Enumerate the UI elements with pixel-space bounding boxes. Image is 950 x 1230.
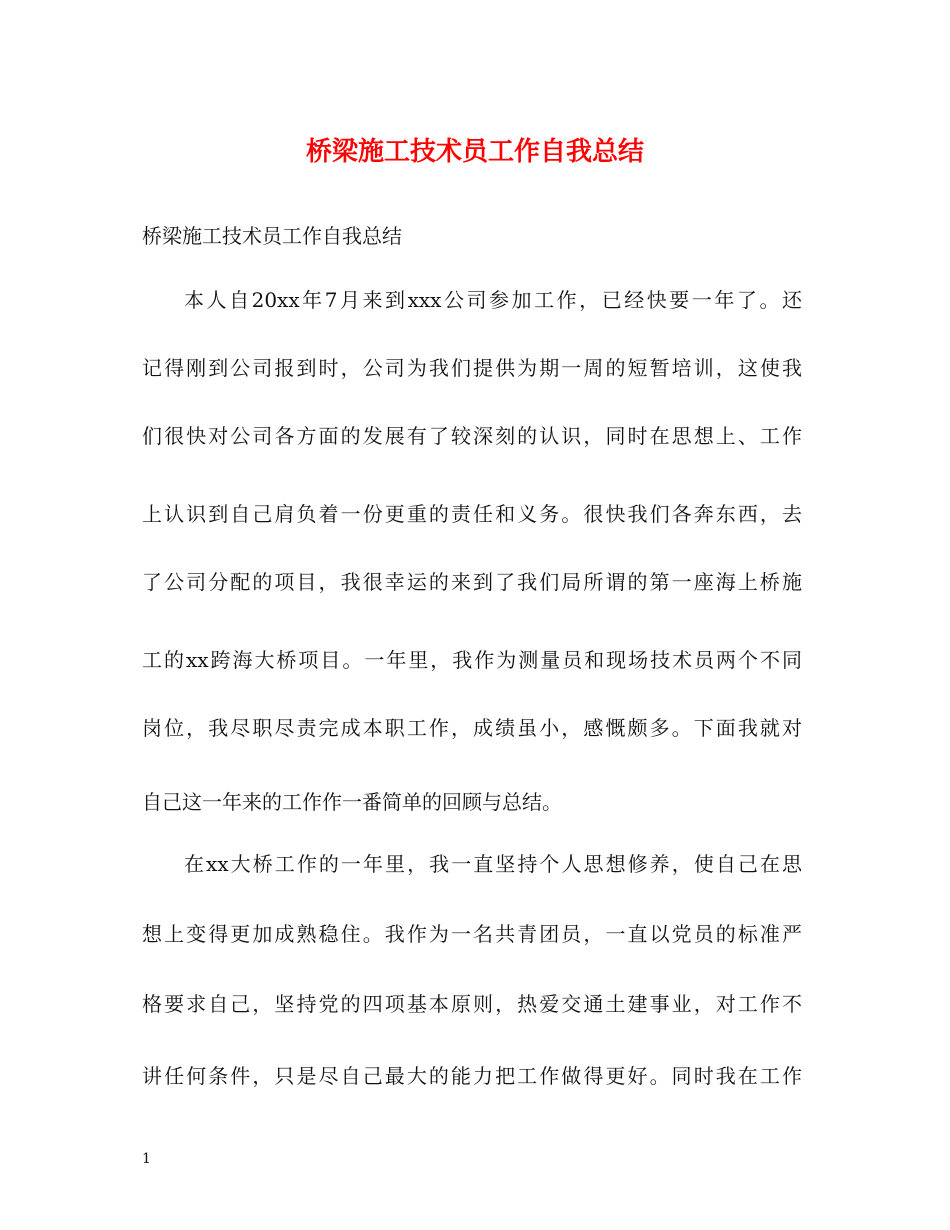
paragraph-line: 本人自20xx年7月来到xxx公司参加工作，已经快要一年了。还 xyxy=(184,288,802,312)
paragraph-line: 岗位，我尽职尽责完成本职工作，成绩虽小，感慨颇多。下面我就对 xyxy=(142,716,802,740)
paragraph-line: 记得刚到公司报到时，公司为我们提供为期一周的短暂培训，这使我 xyxy=(142,356,802,380)
paragraph-line: 在xx大桥工作的一年里，我一直坚持个人思想修养，使自己在思 xyxy=(184,852,802,876)
paragraph-line: 自己这一年来的工作作一番简单的回顾与总结。 xyxy=(142,790,562,814)
paragraph-line: 了公司分配的项目，我很幸运的来到了我们局所谓的第一座海上桥施 xyxy=(142,570,802,594)
paragraph-line: 们很快对公司各方面的发展有了较深刻的认识，同时在思想上、工作 xyxy=(142,424,802,448)
document-subtitle: 桥梁施工技术员工作自我总结 xyxy=(142,224,402,248)
paragraph-line: 上认识到自己肩负着一份更重的责任和义务。很快我们各奔东西，去 xyxy=(142,502,802,526)
paragraph-line: 格要求自己，坚持党的四项基本原则，热爱交通土建事业，对工作不 xyxy=(142,992,802,1016)
document-title: 桥梁施工技术员工作自我总结 xyxy=(305,137,644,167)
page-number: 1 xyxy=(142,1151,151,1167)
paragraph-line: 想上变得更加成熟稳住。我作为一名共青团员，一直以党员的标准严 xyxy=(142,922,802,946)
paragraph-line: 讲任何条件，只是尽自己最大的能力把工作做得更好。同时我在工作 xyxy=(142,1064,802,1088)
paragraph-line: 工的xx跨海大桥项目。一年里，我作为测量员和现场技术员两个不同 xyxy=(142,648,802,672)
